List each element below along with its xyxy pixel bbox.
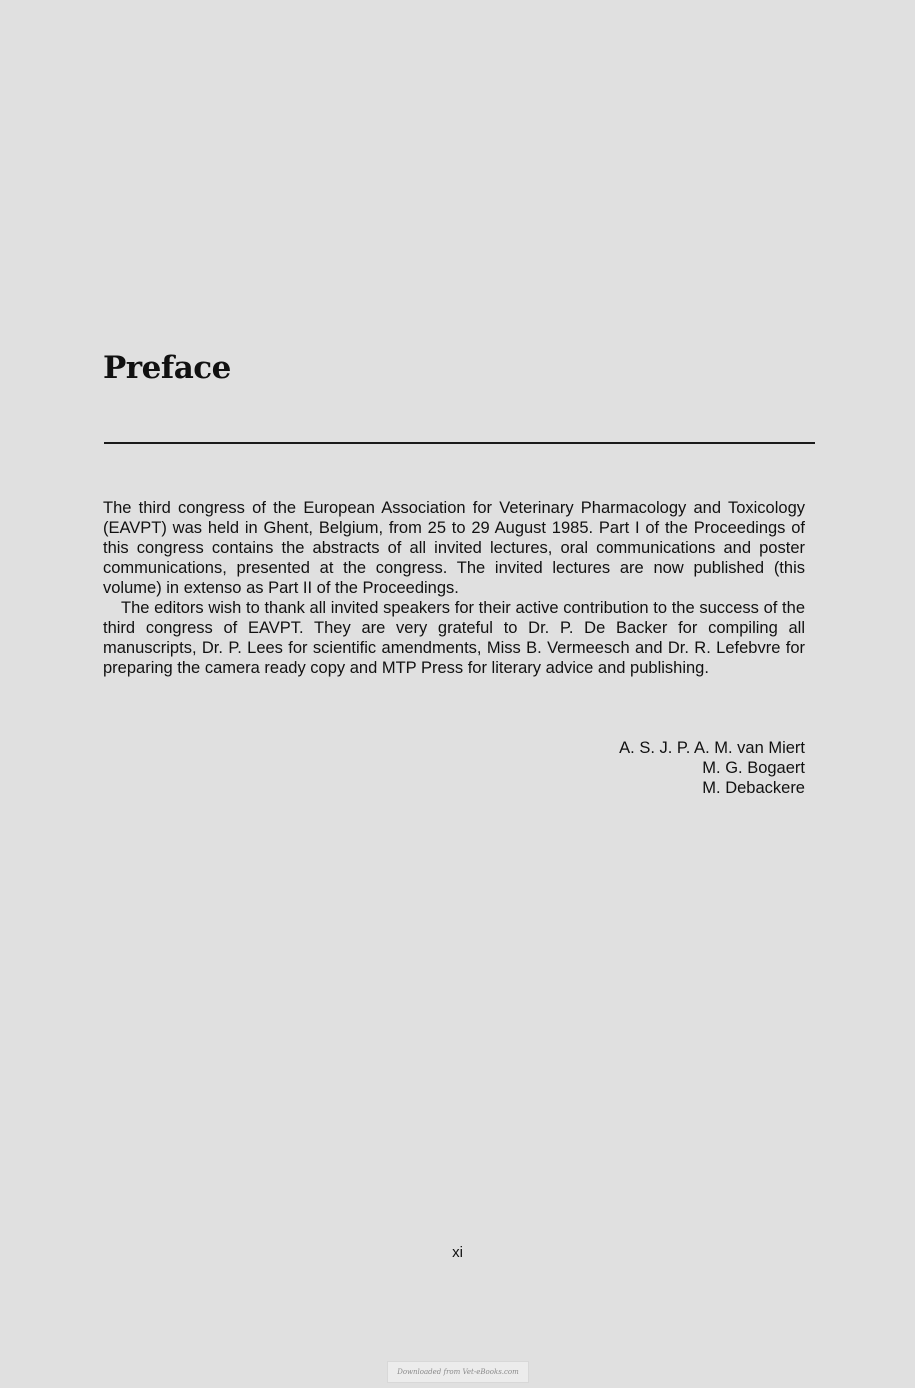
page-number: xi <box>452 1244 463 1261</box>
paragraph-2: The editors wish to thank all invited speakers for their active contribution to the success of the third congress of EAVPT. They are very grateful to Dr. P. De Backer for compiling all manuscripts, Dr. P. Lees for scientific amendments, Miss B. Vermeesch and Dr. R. Lefebvre for preparing the camera ready copy and MTP Press for literary advice and publishing. <box>103 599 805 677</box>
signatory-1: A. S. J. P. A. M. van Miert <box>619 739 805 757</box>
paragraph-1: The third congress of the European Association for Veterinary Pharmacology and Toxicology (EAVPT) was held in Ghent, Belgium, from 25 to 29 August 1985. Part I of the Proceedings of this congress contains the abstracts of all invited lectures, oral communications and poster communications, presented at the congress. The invited lectures are now published (this volume) in extenso as Part II of the Proceedings. <box>103 499 805 597</box>
preface-body <box>103 498 805 678</box>
title-rule <box>104 442 815 444</box>
signature-block <box>520 738 805 798</box>
signatory-3: M. Debackere <box>702 779 805 797</box>
page-title: Preface <box>103 350 231 386</box>
signatory-2: M. G. Bogaert <box>702 759 805 777</box>
download-watermark: Downloaded from Vet-eBooks.com <box>387 1361 529 1383</box>
